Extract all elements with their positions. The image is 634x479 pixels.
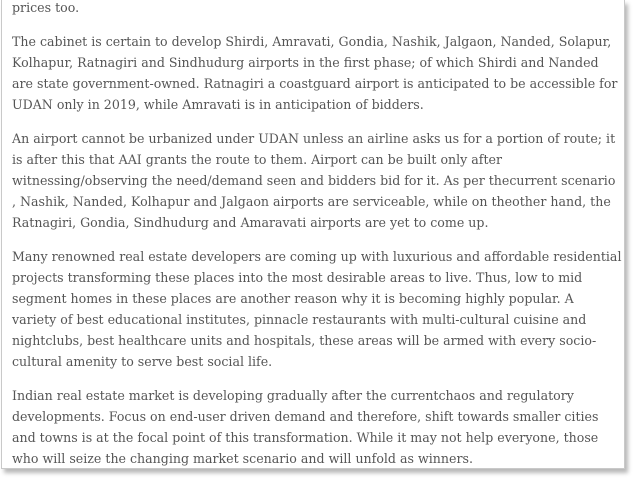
- article-frame: [1, 0, 625, 469]
- paragraph-cabinet-airports: The cabinet is certain to develop Shirdi, Amravati, Gondia, Nashik, Jalgaon, Nanded, Solapur, Kolhapur, Ratnagiri and Sindhudurg airports in the first phase; of which Shirdi and Nanded are state government-owned. Ratnagiri a coastguard airport is anticipated to be accessible for UDAN only in 2019, while Amravati is in anticipation of bidders.: [12, 34, 618, 112]
- article-body: [12, 0, 622, 469]
- paragraph-real-estate-developers: Many renowned real estate developers are coming up with luxurious and affordable residential projects transforming these places into the most desirable areas to live. Thus, low to mid segment homes in these places are another reason why it is becoming highly popular. A variety of best educational institutes, pinnacle restaurants with multi-cultural cuisine and nightclubs, best healthcare units and hospitals, these areas will be armed with every socio-cultural amenity to serve best social life.: [12, 249, 622, 369]
- paragraph-market-outlook: Indian real estate market is developing gradually after the currentchaos and regulatory developments. Focus on end-user driven demand and therefore, shift towards smaller cities and towns is at the focal point of this transformation. While it may not help everyone, those who will seize the changing market scenario and will unfold as winners.: [12, 388, 599, 466]
- paragraph-prices-too: prices too.: [12, 0, 80, 15]
- paragraph-udan-route: An airport cannot be urbanized under UDAN unless an airline asks us for a portion of route; it is after this that AAI grants the route to them. Airport can be built only after witnessing/observing the need/demand seen and bidders bid for it. As per thecurrent scenario , Nashik, Nanded, Kolhapur and Jalgaon airports are serviceable, while on theother hand, the Ratnagiri, Gondia, Sindhudurg and Amaravati airports are yet to come up.: [12, 131, 616, 230]
